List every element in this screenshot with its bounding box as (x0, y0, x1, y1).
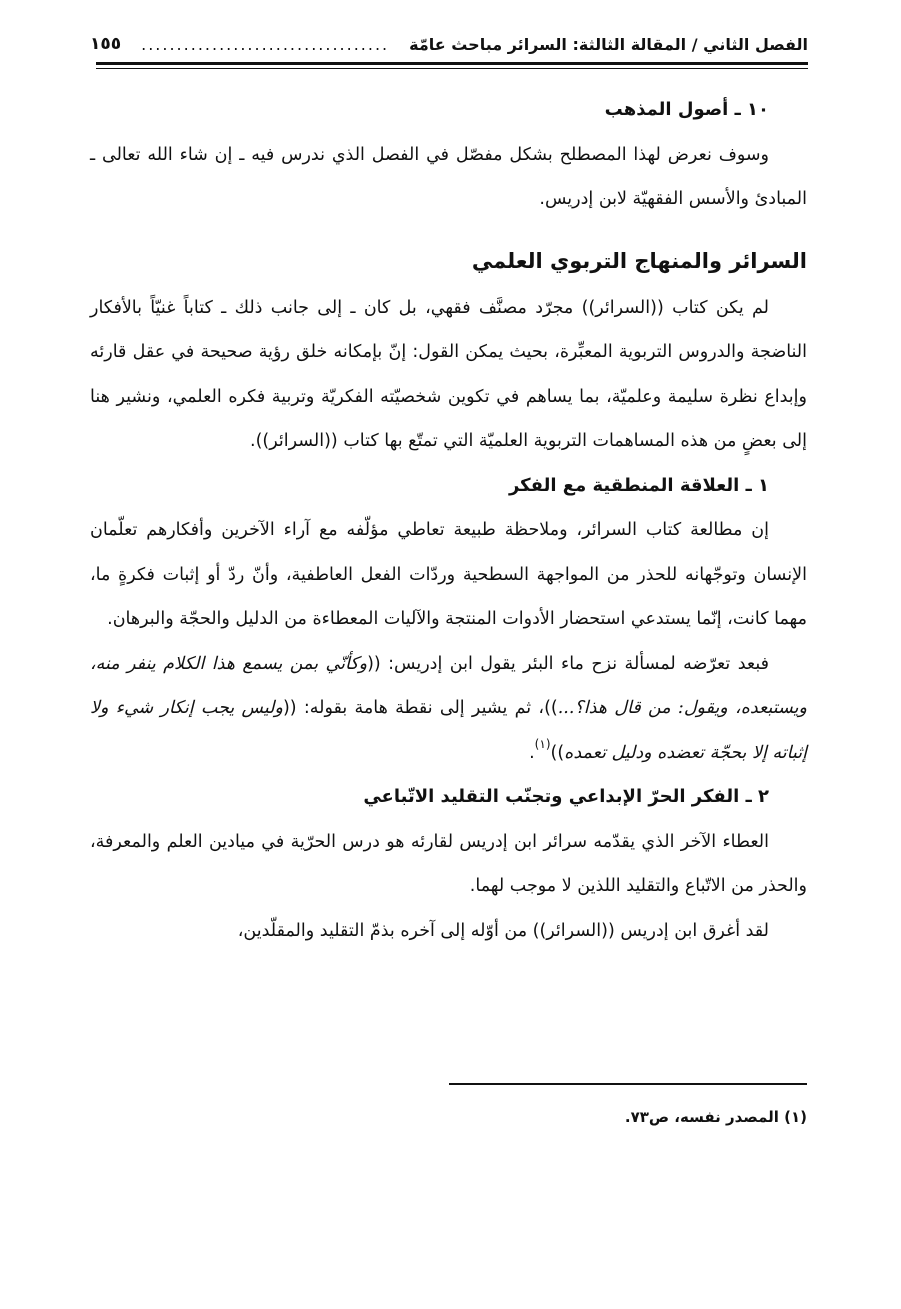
section-title: السرائر والمنهاج التربوي العلمي (471, 248, 807, 273)
footnote-mark: (١) (534, 736, 551, 751)
footnote-1: (١) المصدر نفسه، ص٧٣. (624, 1108, 807, 1126)
main-text (90, 88, 807, 953)
chapter-title: الفصل الثاني / المقالة الثالثة: السرائر مباحث عامّة (409, 34, 808, 54)
header-rule-thin (96, 68, 808, 69)
point-2-paragraph-2: لقد أغرق ابن إدريس ((السرائر)) من أوّله إلى آخره بذمّ التقليد والمقلّدين، (237, 920, 769, 941)
page-number: ١٥٥ (90, 34, 122, 54)
section-intro-paragraph: لم يكن كتاب ((السرائر)) مجرّد مصنَّف فقهي، بل كان ـ إلى جانب ذلك ـ كتاباً غنيّاً بالأفكار الناضجة والدروس التربوية المعبِّرة، بحيث يمكن القول: إنّ بإمكانه خلق رؤية صحيحة في عقل قارئه وإبداع نظرة سليمة وعلميّة، بما يساهم في تكوين شخصيّته الفكريّة وتربية فكره العلمي، ونشير هنا إلى بعضٍ من هذه المساهمات التربوية العلميّة التي تمتّع بها كتاب ((السرائر)). (90, 297, 807, 451)
quote-end: )) (550, 742, 565, 763)
quote-2: وليس يجب إنكار شيء ولا إثباته إلا بحجّة تعضده ودليل تعمده (90, 698, 807, 763)
quote-period: . (529, 742, 535, 763)
point-2-paragraph-1: العطاء الآخر الذي يقدّمه سرائر ابن إدريس لقارئه هو درس الحرّية في ميادين العلم والمعرفة، والحذر من الاتّباع والتقليد اللذين لا موجب لهما. (90, 831, 807, 896)
header-rule (96, 62, 808, 65)
point-1-quote-paragraph (90, 642, 807, 776)
running-header (90, 30, 808, 58)
item-10-heading: ١٠ ـ أصول المذهب (604, 99, 769, 120)
point-2-heading: ٢ ـ الفكر الحرّ الإبداعي وتجنّب التقليد الاتّباعي (363, 786, 769, 807)
point-1-paragraph: إن مطالعة كتاب السرائر، وملاحظة طبيعة تعاطي مؤلّفه مع آراء الآخرين وأفكارهم تعلّمان الإنسان وتوجّهانه للحذر من المواجهة السطحية وردّات الفعل العاطفية، وأنّ ردّ أو إثبات فكرةٍ ما، مهما كانت، إنّما يستدعي استحضار الأدوات المنتجة والآليات المعطاءة من الدليل والحجّة والبرهان. (90, 520, 807, 629)
point-1-heading: ١ ـ العلاقة المنطقية مع الفكر (508, 474, 769, 496)
section-gap (90, 222, 807, 236)
item-10-paragraph: وسوف نعرض لهذا المصطلح بشكل مفصّل في الفصل الذي ندرس فيه ـ إن شاء الله تعالى ـ المبادئ والأسس الفقهيّة لابن إدريس. (90, 144, 807, 209)
quote-intro: فبعد تعرّضه لمسألة نزح ماء البئر يقول ابن إدريس: (( (367, 653, 769, 674)
quote-1: وكأنّي بمن يسمع هذا الكلام ينفر منه، ويستبعده، ويقول: من قال هذا؟... (90, 653, 807, 718)
leader-dots: ................................... (141, 34, 390, 54)
quote-mid: ))، ثم يشير إلى نقطة هامة بقوله: (( (282, 698, 558, 718)
footnote-rule (449, 1083, 807, 1085)
